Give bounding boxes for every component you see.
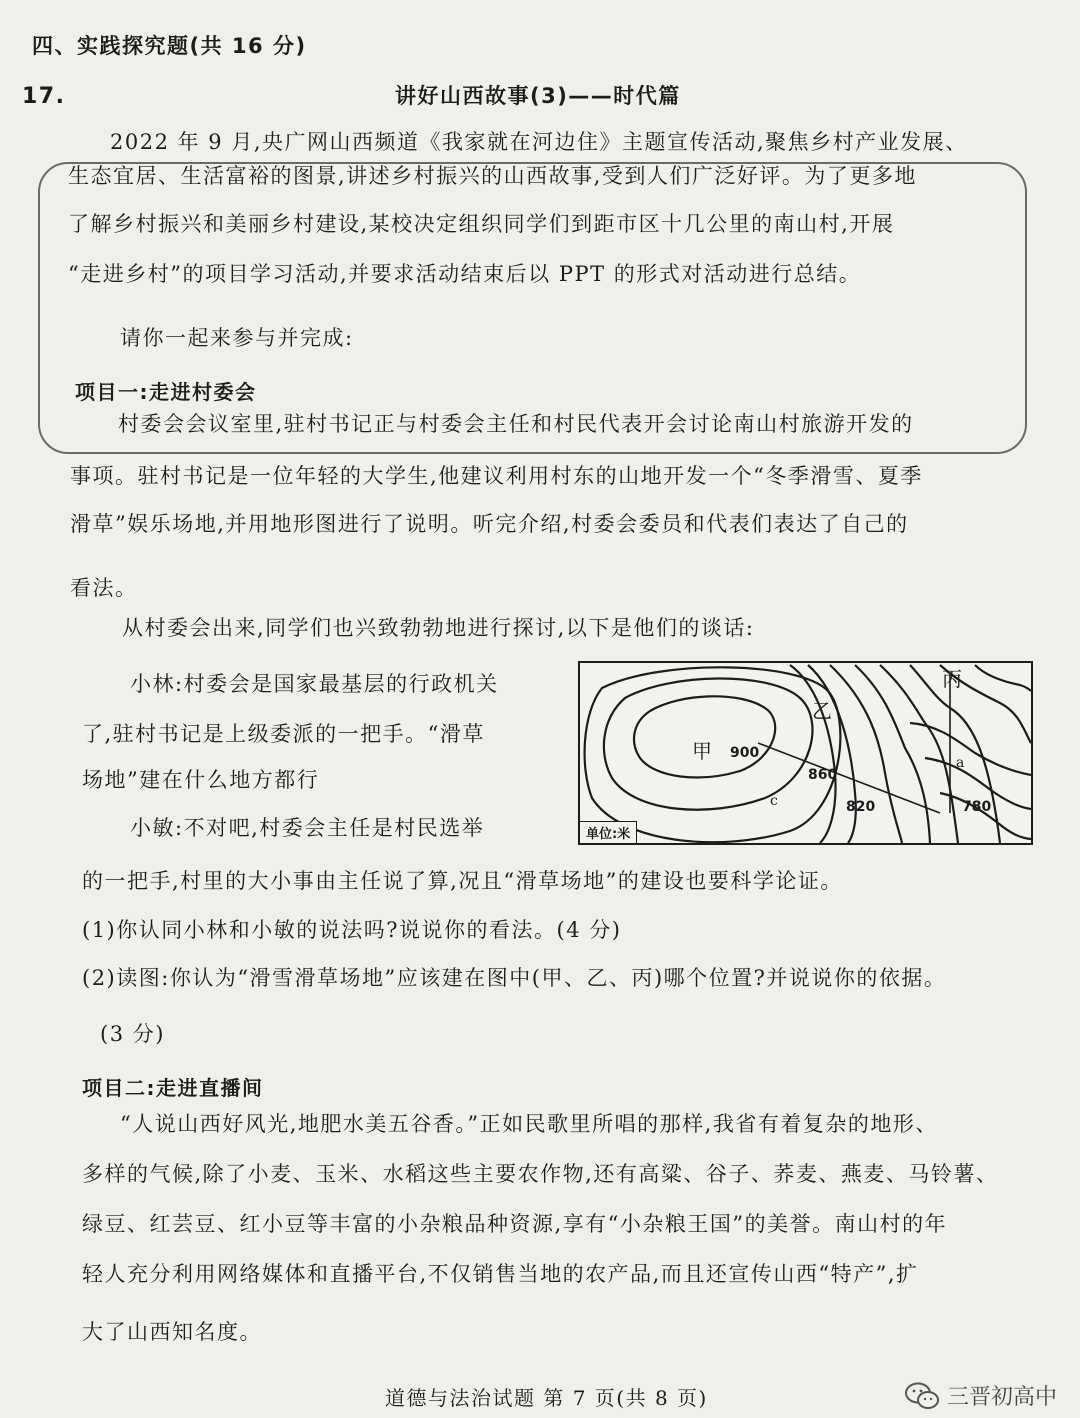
map-label-jia: 甲: [692, 739, 712, 763]
question-number: 17.: [22, 84, 66, 109]
page-footer: 道德与法治试题 第 7 页(共 8 页): [385, 1386, 708, 1410]
p1-line-3: 滑草”娱乐场地,并用地形图进行了说明。听完介绍,村委会委员和代表们表达了自己的: [70, 512, 909, 536]
p2-line-1: “人说山西好风光,地肥水美五谷香。”正如民歌里所唱的那样,我省有着复杂的地形、: [120, 1112, 938, 1136]
section-heading: 四、实践探究题(共 16 分): [32, 34, 307, 58]
p2-line-3: 绿豆、红芸豆、红小豆等丰富的小杂粮品种资源,享有“小杂粮王国”的美誉。南山村的年: [82, 1212, 948, 1236]
p1-line-1: 村委会会议室里,驻村书记正与村委会主任和村民代表开会讨论南山村旅游开发的: [118, 412, 914, 436]
contour-label-820: 820: [846, 799, 876, 815]
question-2: (2)读图:你认为“滑雪滑草场地”应该建在图中(甲、乙、丙)哪个位置?并说说你的依据。: [82, 966, 947, 990]
map-label-c: c: [770, 793, 778, 809]
question-1: (1)你认同小林和小敏的说法吗?说说你的看法。(4 分): [82, 918, 622, 942]
dialog-line-3: 场地”建在什么地方都行: [82, 768, 320, 792]
watermark-text: 三晋初高中: [947, 1385, 1058, 1410]
intro-line-1: 2022 年 9 月,央广网山西频道《我家就在河边住》主题宣传活动,聚焦乡村产业发展、: [110, 130, 968, 154]
contour-right-8: [975, 665, 1031, 691]
contour-label-860: 860: [808, 767, 838, 783]
intro-line-4: “走进乡村”的项目学习活动,并要求活动结束后以 PPT 的形式对活动进行总结。: [68, 262, 862, 286]
question-2-points: (3 分): [100, 1022, 165, 1046]
project2-heading: 项目二:走进直播间: [82, 1076, 264, 1100]
p2-line-2: 多样的气候,除了小麦、玉米、水稻这些主要农作物,还有高粱、谷子、荞麦、燕麦、马铃薯、: [82, 1162, 999, 1186]
dialog-line-1: 小林:村委会是国家最基层的行政机关: [130, 672, 499, 696]
map-label-yi: 乙: [812, 699, 832, 723]
p1-line-5: 从村委会出来,同学们也兴致勃勃地进行探讨,以下是他们的谈话:: [122, 616, 755, 640]
contour-820: [585, 667, 841, 842]
contour-label-900: 900: [730, 745, 760, 761]
intro-line-3: 了解乡村振兴和美丽乡村建设,某校决定组织同学们到距市区十几公里的南山村,开展: [68, 212, 895, 236]
p1-line-2: 事项。驻村书记是一位年轻的大学生,他建议利用村东的山地开发一个“冬季滑雪、夏季: [70, 464, 923, 488]
dialog-line-4: 小敏:不对吧,村委会主任是村民选举: [130, 816, 485, 840]
intro-line-2: 生态宜居、生活富裕的图景,讲述乡村振兴的山西故事,受到人们广泛好评。为了更多地: [68, 164, 917, 188]
intro-line-5: 请你一起来参与并完成:: [120, 326, 354, 350]
dialog-line-5: 的一把手,村里的大小事由主任说了算,况且“滑草场地”的建设也要科学论证。: [82, 869, 843, 893]
map-label-a: a: [956, 755, 965, 771]
wechat-icon: [905, 1382, 939, 1410]
contour-right-3: [830, 665, 902, 843]
page-title: 讲好山西故事(3)——时代篇: [395, 84, 681, 108]
project1-heading: 项目一:走进村委会: [75, 380, 257, 404]
topographic-map: [578, 661, 1033, 845]
watermark: [905, 1380, 1057, 1411]
contour-label-780: 780: [962, 799, 992, 815]
contour-right-4: [855, 665, 930, 843]
p2-line-5: 大了山西知名度。: [82, 1320, 262, 1344]
p2-line-4: 轻人充分利用网络媒体和直播平台,不仅销售当地的农产品,而且还宣传山西“特产”,扩: [82, 1262, 919, 1286]
contour-drawing: [580, 663, 1031, 843]
map-label-bing: 丙: [942, 667, 962, 691]
p1-line-4: 看法。: [70, 576, 138, 600]
dialog-line-2: 了,驻村书记是上级委派的一把手。“滑草: [82, 722, 485, 746]
map-unit-label: 单位:米: [580, 821, 637, 843]
